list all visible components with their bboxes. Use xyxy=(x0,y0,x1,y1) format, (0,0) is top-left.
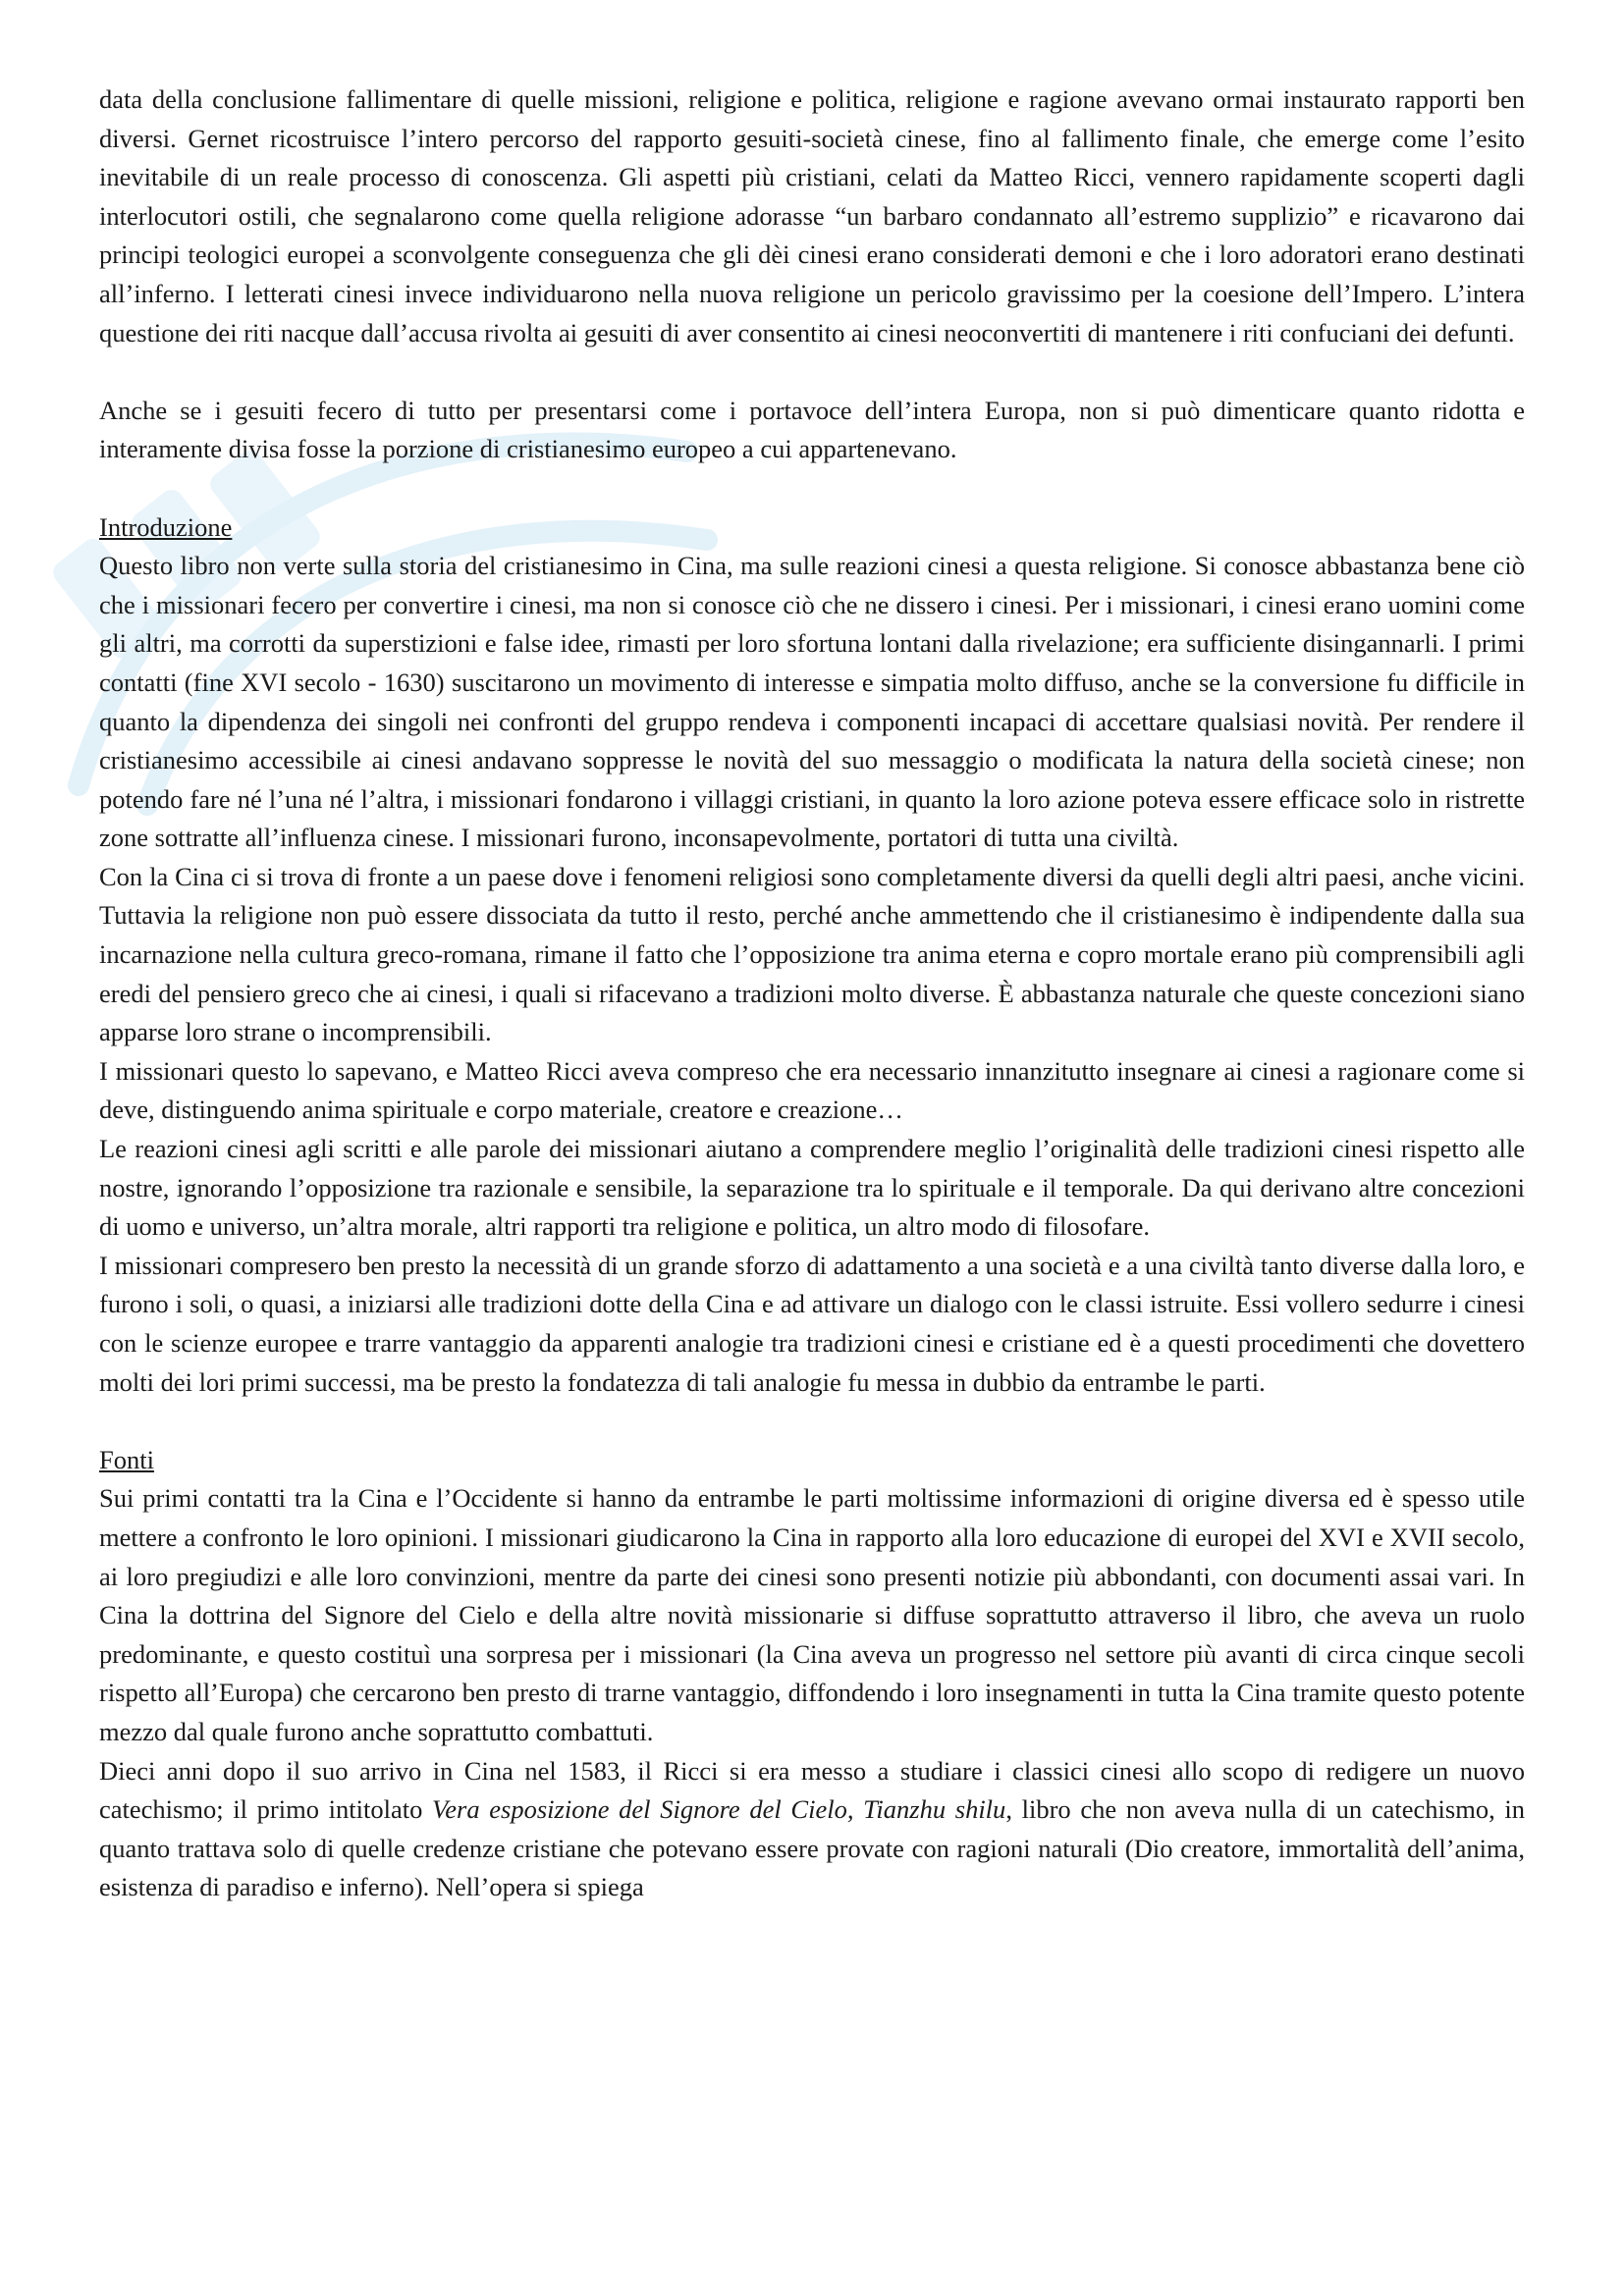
document-page xyxy=(99,80,1525,1907)
paragraph: Le reazioni cinesi agli scritti e alle parole dei missionari aiutano a comprendere meglio l’originalità delle tradizioni cinesi rispetto alle nostre, ignorando l’opposizione tra razionale e sensibile, la separazione tra lo spirituale e il temporale. Da qui derivano altre concezioni di uomo e universo, un’altra morale, altri rapporti tra religione e politica, un altro modo di filosofare. xyxy=(99,1134,1525,1242)
paragraph: Questo libro non verte sulla storia del cristianesimo in Cina, ma sulle reazioni cinesi a questa religione. Si conosce abbastanza bene ciò che i missionari fecero per convertire i cinesi, ma non si conosce ciò che ne dissero i cinesi. Per i missionari, i cinesi erano uomini come gli altri, ma corrotti da superstizioni e false idee, rimasti per loro sfortuna lontani dalla rivelazione; era sufficiente disingannarli. I primi contatti (fine XVI secolo - 1630) suscitarono un movimento di interesse e simpatia molto diffuso, anche se la conversione fu difficile in quanto la dipendenza dei singoli nei confronti del gruppo rendeva i componenti incapaci di accettare qualsiasi novità. Per rendere il cristianesimo accessibile ai cinesi andavano soppresse le novità del suo messaggio o modificata la natura della società cinese; non potendo fare né l’una né l’altra, i missionari fondarono i villaggi cristiani, in quanto la loro azione poteva essere efficace solo in ristrette zone sottratte all’influenza cinese. I missionari furono, inconsapevolmente, portatori di tutta una civiltà. xyxy=(99,551,1525,853)
paragraph xyxy=(99,1752,1525,1907)
paragraph: I missionari compresero ben presto la necessità di un grande sforzo di adattamento a una società e a una civiltà tanto diverse dalla loro, e furono i soli, o quasi, a iniziarsi alle tradizioni dotte della Cina e ad attivare un dialogo con le classi istruite. Essi vollero sedurre i cinesi con le scienze europee e trarre vantaggio da apparenti analogie tra tradizioni cinesi e cristiane ed è a questi procedimenti che dovettero molti dei lori primi successi, ma be presto la fondatezza di tali analogie fu messa in dubbio da entrambe le parti. xyxy=(99,1250,1525,1397)
paragraph-text: , libro che non aveva nulla di un catechismo, in quanto trattava solo di quelle credenze cristiane che potevano essere provate con ragioni naturali (Dio creatore, immortalità dell’anima, esistenza di paradiso e inferno). Nell’opera si spiega xyxy=(99,1794,1525,1902)
section-heading-introduzione: Introduzione xyxy=(99,511,233,542)
paragraph: I missionari questo lo sapevano, e Matteo Ricci aveva compreso che era necessario innanzitutto insegnare ai cinesi a ragionare come si deve, distinguendo anima spirituale e corpo materiale, creatore e creazione… xyxy=(99,1055,1525,1125)
book-title: Vera esposizione del Signore del Cielo, Tianzhu shilu xyxy=(432,1794,1006,1825)
paragraph: Anche se i gesuiti fecero di tutto per presentarsi come i portavoce dell’intera Europa, non si può dimenticare quanto ridotta e interamente divisa fosse la porzione di cristianesimo europeo a cui appartenevano. xyxy=(99,395,1525,464)
paragraph-gap xyxy=(99,352,1525,392)
paragraph: data della conclusione fallimentare di quelle missioni, religione e politica, religione e ragione avevano ormai instaurato rapporti ben diversi. Gernet ricostruisce l’intero percorso del rapporto gesuiti-società cinese, fino al fallimento finale, che emerge come l’esito inevitabile di un reale processo di conoscenza. Gli aspetti più cristiani, celati da Matteo Ricci, vennero rapidamente scoperti dagli interlocutori ostili, che segnalarono come quella religione adorasse “un barbaro condannato all’estremo supplizio” e ricavarono dai principi teologici europei a sconvolgente conseguenza che gli dèi cinesi erano considerati demoni e che i loro adoratori erano destinati all’inferno. I letterati cinesi invece individuarono nella nuova religione un pericolo gravissimo per la coesione dell’Impero. L’intera questione dei riti nacque dall’accusa rivolta ai gesuiti di aver consentito ai cinesi neoconvertiti di mantenere i riti confuciani dei defunti. xyxy=(99,84,1525,347)
paragraph: Sui primi contatti tra la Cina e l’Occidente si hanno da entrambe le parti moltissime informazioni di origine diversa ed è spesso utile mettere a confronto le loro opinioni. I missionari giudicarono la Cina in rapporto alla loro educazione di europei del XVI e XVII secolo, ai loro pregiudizi e alle loro convinzioni, mentre da parte dei cinesi sono presenti notizie più abbondanti, con documenti assai vari. In Cina la dottrina del Signore del Cielo e della altre novità missionarie si diffuse soprattutto attraverso il libro, che aveva un ruolo predominante, e questo costituì una sorpresa per i missionari (la Cina aveva un progresso nel settore più avanti di circa cinque secoli rispetto all’Europa) che cercarono ben presto di trarne vantaggio, diffondendo i loro insegnamenti in tutta la Cina tramite questo potente mezzo dal quale furono anche soprattutto combattuti. xyxy=(99,1483,1525,1746)
section-heading-fonti: Fonti xyxy=(99,1444,154,1474)
paragraph-gap xyxy=(99,1402,1525,1441)
paragraph: Con la Cina ci si trova di fronte a un paese dove i fenomeni religiosi sono completamente diversi da quelli degli altri paesi, anche vicini. Tuttavia la religione non può essere dissociata da tutto il resto, perché anche ammettendo che il cristianesimo è indipendente dalla sua incarnazione nella cultura greco-romana, rimane il fatto che l’opposizione tra anima eterna e copro mortale erano più comprensibili agli eredi del pensiero greco che ai cinesi, i quali si rifacevano a tradizioni molto diverse. È abbastanza naturale che queste concezioni siano apparse loro strane o incomprensibili. xyxy=(99,861,1525,1047)
paragraph-gap xyxy=(99,469,1525,508)
paragraph-text: Dieci anni dopo il suo arrivo in Cina nel 1583, il Ricci si era messo a studiare i classici cinesi allo scopo di redigere un nuovo catechismo; il primo intitolato xyxy=(99,1755,1525,1825)
